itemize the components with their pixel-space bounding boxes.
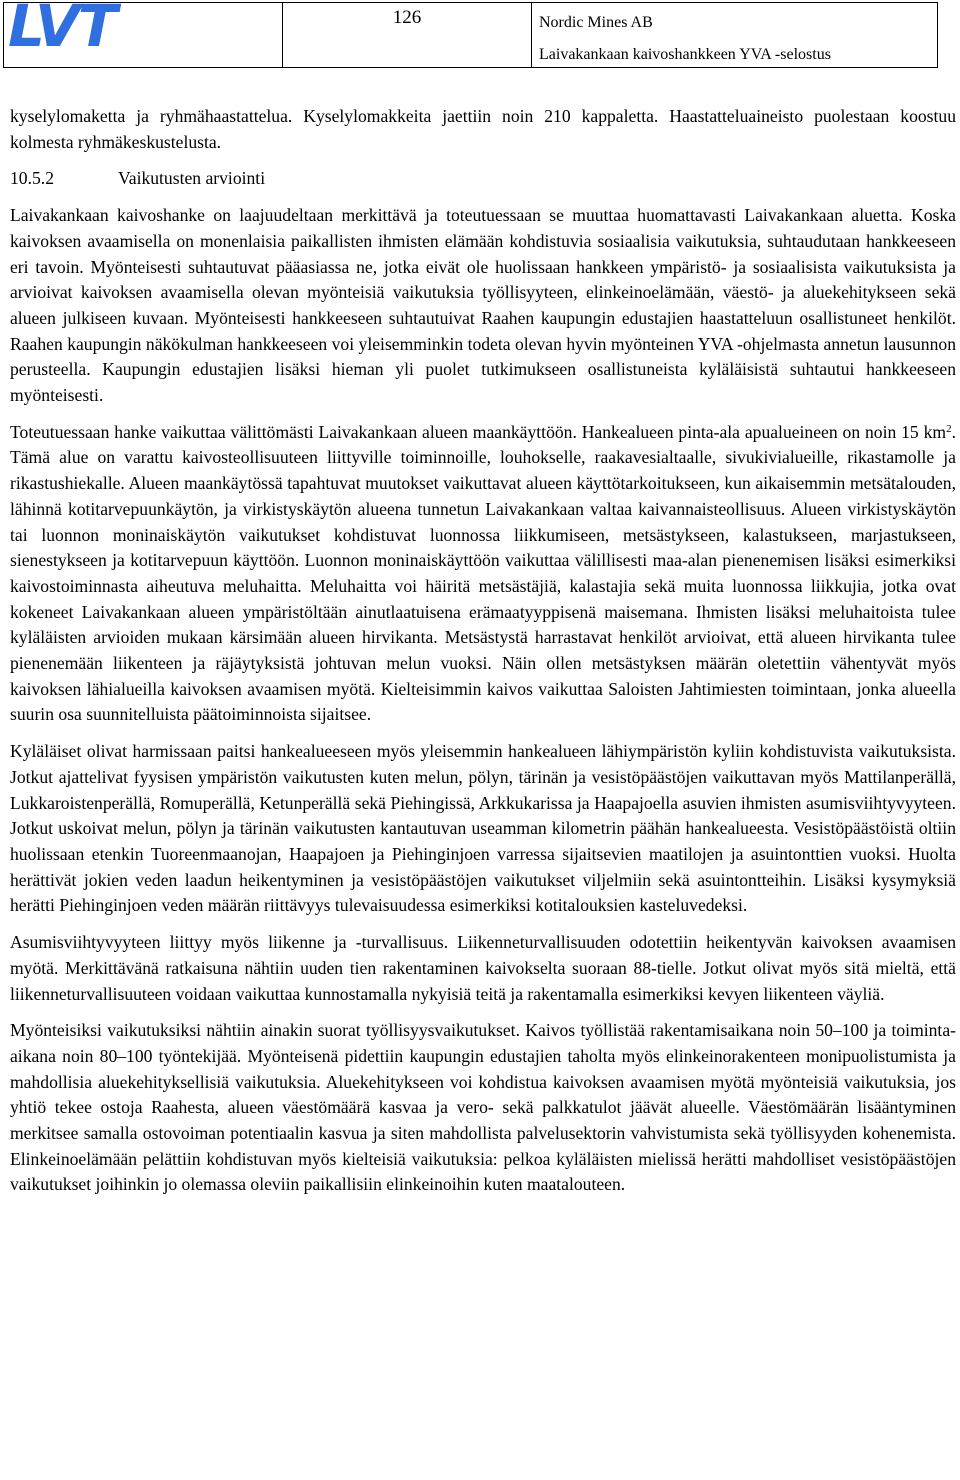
company-logo: LVT — [8, 3, 116, 60]
logo-cell — [4, 3, 283, 67]
paragraph-2-end: . Tämä alue on varattu kaivosteollisuuteen liittyville toiminnoille, louhokselle, raakavesialtaalle, sivukivialueille, rikastamolle ja rikastushiekalle. Alueen maankäytössä tapahtuvat muutokset vaikuttavat alueen käyttötarkoitukseen, kun aikaisemmin metsätalouden, lähinnä kotitarvepuunkäytön, ja virkistyskäytön alueena tunnetun Laivakankaan valtaa kaivannaisteollisuus. Alueen virkistyskäytön tai luonnon moninaiskäytön vaikutukset kohdistuvat luonnossa liikkumiseen, metsästykseen, kalastukseen, marjastukseen, sienestykseen ja kotitarvepuun käyttöön. Luonnon moninaiskäyttöön vaikuttaa välillisesti maa-alan pienenemisen lisäksi esimerkiksi kaivostoiminnasta aiheutuva meluhaitta. Meluhaitta voi häiritä metsästäjiä, kalastajia sekä muita luonnossa liikkujia, jotka ovat kokeneet Laivakankaan alueen ympäristöltään ainutlaatuisena erämaatyyppisenä maisemana. Ihmisten lisäksi meluhaitoista tulee kyläläisten arvioiden mukaan kärsimään alueen hirvikanta. Metsästystä harrastavat henkilöt arvioivat, että alueen hirvikanta tulee pienenemään liikenteen ja räjäytyksistä johtuvan melun vuoksi. Näin ollen metsästyksen määrän oletettiin vähentyvät myös kaivoksen lähialueilla kaivoksen avaamisen myötä. Kielteisimmin kaivos vaikuttaa Saloisten Jahtimiesten toimintaan, jonka alueella suurin osa suunnitelluista päätoiminnoista sijaitsee. — [10, 421, 956, 725]
section-title: Vaikutusten arviointi — [118, 168, 266, 189]
header-title-block — [532, 3, 937, 67]
intro-paragraph: kyselylomaketta ja ryhmähaastattelua. Kyselylomakkeita jaettiin noin 210 kappaletta. Haastatteluaineisto puolestaan koostuu kolmesta ryhmäkeskustelusta. — [10, 106, 956, 152]
paragraph-2-start: Toteutuessaan hanke vaikuttaa välittömästi Laivakankaan alueen maankäyttöön. Hankealueen pinta-ala apualueineen on noin 15 km — [10, 421, 947, 442]
paragraph-1: Laivakankaan kaivoshanke on laajuudeltaan merkittävä ja toteutuessaan se muuttaa huomattavasti Laivakankaan aluetta. Koska kaivoksen avaamisella on monenlaisia paikallisten ihmisten elämään kohdistuvia sosiaalisia vaikutuksia, suhtaudutaan hankkeeseen eri tavoin. Myönteisesti suhtautuvat pääasiassa ne, jotka eivät ole huolissaan hankkeen ympäristö- ja sosiaalisista vaikutuksista ja arvioivat kaivoksen avaamisella olevan myönteisiä vaikutuksia työllisyyteen, elinkeinoelämään, väestö- ja aluekehitykseen sekä alueen julkiseen kuvaan. Myönteisesti hankkeeseen suhtautuivat Raahen kaupungin edustajien haastatteluun osallistuneet henkilöt. Raahen kaupungin näkökulman hankkeeseen voi yleisemminkin todeta olevan hyvin myönteinen YVA -ohjelmasta annetun lausunnon perusteella. Kaupungin edustajien lisäksi hieman yli puolet tutkimukseen osallistuneista kyläläisistä suhtautui hankkeeseen myönteisesti. — [10, 205, 956, 406]
superscript-2: 2 — [946, 422, 952, 435]
document-body — [10, 104, 956, 1209]
paragraph-2 — [10, 420, 956, 728]
page-number: 126 — [283, 3, 532, 67]
document-title: Laivakankaan kaivoshankkeen YVA -selostus — [539, 46, 831, 63]
company-name: Nordic Mines AB — [539, 14, 653, 31]
paragraph-4: Asumisviihtyvyyteen liittyy myös liikenne ja -turvallisuus. Liikenneturvallisuuden odotettiin heikentyvän kaivoksen avaamisen myötä. Merkittävänä ratkaisuna nähtiin uuden tien rakentaminen kaivokselta suoraan 88-tielle. Jotkut olivat myös sitä mieltä, että liikenneturvallisuuteen voidaan vaikuttaa kunnostamalla nykyisiä teitä ja rakentamalla esimerkiksi kevyen liikenteen väyliä. — [10, 932, 956, 1004]
page-header — [3, 2, 938, 68]
section-number: 10.5.2 — [10, 168, 54, 189]
paragraph-3: Kyläläiset olivat harmissaan paitsi hankealueeseen myös yleisemmin hankealueen lähiympäristön kyliin kohdistuvista vaikutuksista. Jotkut ajattelivat fyysisen ympäristön vaikutusten kuten melun, pölyn, tärinän ja vesistöpäästöjen vaikuttavan myös Mattilanperällä, Lukkaroistenperällä, Romuperällä, Ketunperällä sekä Piehingissä, Arkkukarissa ja Haapajoella asuvien ihmisten asumisviihtyvyyteen. Jotkut uskoivat melun, pölyn ja tärinän vaikutusten kantautuvan useamman kilometrin päähän hankealueesta. Vesistöpäästöistä oltiin huolissaan etenkin Tuoreenmaanojan, Haapajoen ja Piehinginjoen varressa sijaitsevien maatilojen ja asuintonttien vuoksi. Huolta herättivät jokien veden laadun heikentyminen ja vesistöpäästöjen vaikutukset viljelmiin sekä asuintontteihin. Lisäksi kysymyksiä herätti Piehinginjoen veden määrän riittävyys tulevaisuudessa esimerkiksi kotitalouksien kasteluvedeksi. — [10, 741, 956, 916]
paragraph-5: Myönteisiksi vaikutuksiksi nähtiin ainakin suorat työllisyysvaikutukset. Kaivos työllistää rakentamisaikana noin 50–100 ja toiminta-aikana noin 80–100 työntekijää. Myönteisenä pidettiin kaupungin edustajien taholta myös elinkeinorakenteen monipuolistumista ja mahdollisia aluekehityksellisiä vaikutuksia. Aluekehitykseen voi kohdistua kaivoksen avaamisen myötä myönteisiä vaikutuksia, jos yhtiö tekee ostoja Raahesta, alueen väestömäärä kasvaa ja vero- sekä palkkatulot jäävät alueelle. Väestömäärän lisääntyminen merkitsee samalla ostovoiman potentiaalin kasvua ja siten mahdollista palvelusektorin vahvistumista sekä työllisyyden kohenemista. Elinkeinoelämään pelättiin kohdistuvan myös kielteisiä vaikutuksia: pelkoa kyläläisten mielissä herätti mahdolliset vesistöpäästöjen vaikutukset joihinkin jo olemassa oleviin paikallisiin elinkeinoihin kuten maatalouteen. — [10, 1020, 956, 1195]
section-heading — [10, 166, 956, 192]
